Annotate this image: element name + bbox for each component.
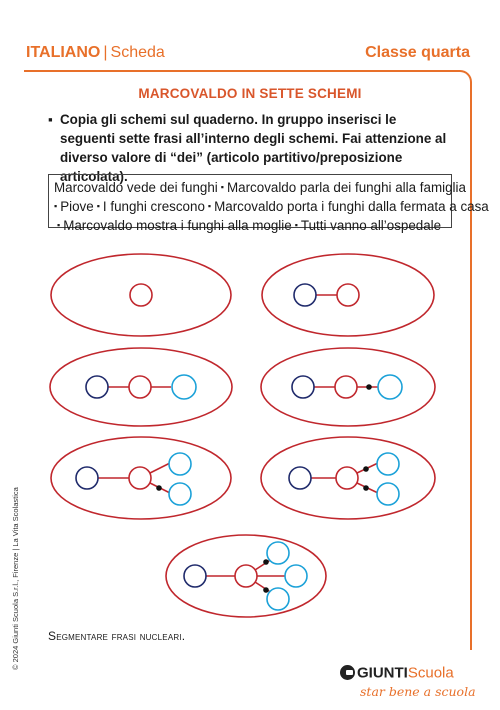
connector-dot	[156, 485, 162, 491]
header-separator: |	[103, 44, 108, 61]
connector-dot	[263, 587, 269, 593]
connector-dot	[363, 466, 369, 472]
connector-dot	[263, 559, 269, 565]
complement-node	[267, 542, 289, 564]
publisher-logo	[340, 664, 454, 682]
subject-node	[289, 467, 311, 489]
sentence-separator: ▪	[207, 201, 212, 211]
sentence-separator: ▪	[294, 220, 298, 230]
predicate-node	[129, 376, 151, 398]
sentence: Marcovaldo mostra i funghi alla moglie	[63, 218, 292, 233]
complement-node	[172, 375, 196, 399]
subject-node	[292, 376, 314, 398]
predicate-node	[235, 565, 257, 587]
subject-node	[86, 376, 108, 398]
complement-node	[169, 483, 191, 505]
scheme-2	[262, 254, 434, 336]
subject-node	[76, 467, 98, 489]
giunti-logo-icon	[340, 665, 355, 680]
logo-brand: GIUNTI	[357, 664, 408, 682]
subject-node	[184, 565, 206, 587]
header-grade: Classe quarta	[365, 44, 470, 61]
predicate-node	[337, 284, 359, 306]
sentence: Tutti vanno all’ospedale	[300, 218, 442, 233]
header-subject: ITALIANO	[26, 44, 101, 61]
sentence: Marcovaldo parla dei funghi alla famiglia	[226, 180, 466, 195]
logo-brand-suffix: Scuola	[407, 664, 454, 682]
sentence-separator: ▪	[220, 182, 224, 192]
scheme-1	[51, 254, 231, 336]
complement-node	[378, 375, 402, 399]
complement-node	[377, 453, 399, 475]
predicate-node	[129, 467, 151, 489]
logo-tagline: star bene a scuola	[360, 684, 476, 699]
scheme-3	[50, 348, 232, 426]
complement-node	[169, 453, 191, 475]
sentence-separator: ▪	[54, 201, 58, 211]
scheme-7	[166, 535, 326, 617]
caption: Segmentare frasi nucleari.	[48, 629, 186, 643]
predicate-node	[130, 284, 152, 306]
sentence: Marcovaldo vede dei funghi	[54, 180, 218, 195]
connector-line	[150, 463, 170, 473]
predicate-node	[336, 467, 358, 489]
instruction-bullet: ▪	[48, 112, 53, 127]
sentence-separator: ▪	[96, 201, 100, 211]
predicate-node	[335, 376, 357, 398]
scheme-5	[51, 437, 231, 519]
copyright: © 2024 Giunti Scuola S.r.l., Firenze | La Vita Scolastica	[11, 487, 20, 670]
connector-dot	[363, 485, 369, 491]
sentence: I funghi crescono	[102, 199, 205, 214]
scheme-4	[261, 348, 435, 426]
header-sheet: Scheda	[110, 44, 165, 61]
sentence: Piove	[60, 199, 94, 214]
instruction-text: Copia gli schemi sul quaderno. In gruppo inserisci le seguenti sette frasi all’interno degli schemi. Fai attenzione al diverso valore di “dei” (articolo partitivo/preposizione articolata).	[60, 112, 447, 184]
complement-node	[285, 565, 307, 587]
complement-node	[267, 588, 289, 610]
page-title: MARCOVALDO IN SETTE SCHEMI	[138, 86, 362, 101]
sentence-separator: ▪	[57, 220, 61, 230]
scheme-6	[261, 437, 435, 519]
sentence: Marcovaldo porta i funghi dalla fermata a casa	[214, 199, 489, 214]
subject-node	[294, 284, 316, 306]
complement-node	[377, 483, 399, 505]
connector-dot	[366, 384, 372, 390]
